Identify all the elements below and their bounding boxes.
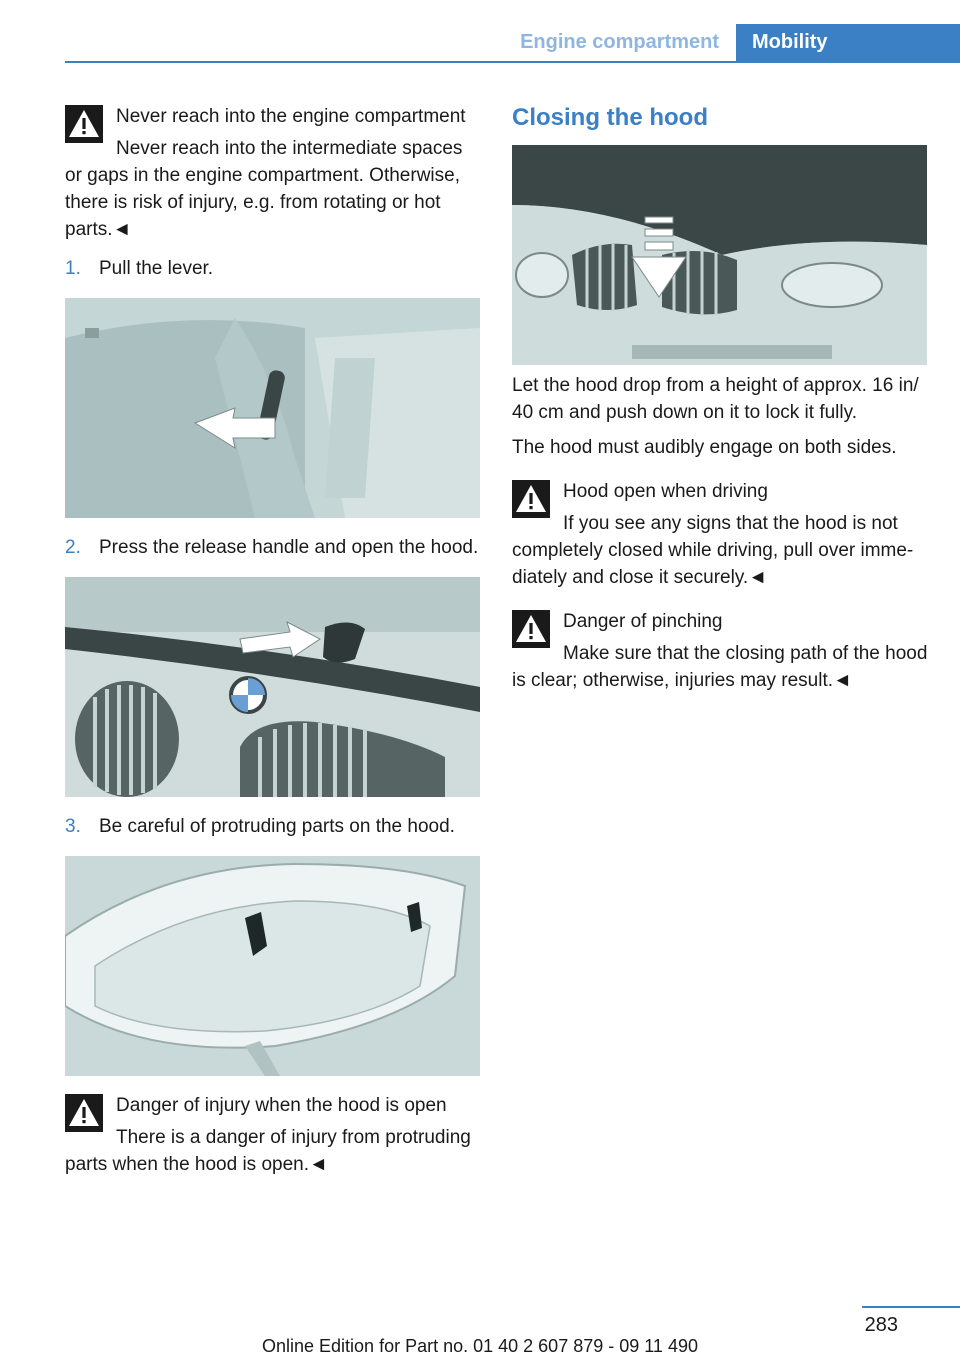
- step-number: 3.: [65, 816, 81, 837]
- lever-illustration: [65, 298, 480, 518]
- warning-title: Never reach into the engine compartment: [116, 106, 466, 127]
- warning-title: Danger of injury when the hood is open: [116, 1095, 447, 1116]
- figure-protruding-parts: [65, 856, 480, 1076]
- step-3: [65, 813, 481, 840]
- step-number: 2.: [65, 537, 81, 558]
- header-chapter-tab: Mobility: [736, 24, 960, 61]
- warning-triangle-icon: [65, 1094, 103, 1132]
- warning-hood-open-injury: [65, 1092, 481, 1178]
- step-number: 1.: [65, 258, 81, 279]
- figure-release-handle: [65, 577, 480, 797]
- warning-body: If you see any signs that the hood is not completely closed while driving, pull over imme‐ diately and close it securely.◄: [512, 513, 914, 588]
- left-column: [65, 103, 481, 1178]
- warning-body: Never reach into the intermediate spaces or gaps in the engine compartment. Otherwise, there is risk of injury, e.g. from rotating or hot parts.◄: [65, 138, 463, 240]
- step-text: Press the release handle and open the hood.: [99, 537, 479, 558]
- warning-triangle-icon: [512, 480, 550, 518]
- page-number: 283: [864, 1314, 898, 1336]
- header-section-title: Engine compartment: [520, 31, 719, 53]
- step-2: [65, 534, 481, 561]
- warning-triangle-icon: [512, 610, 550, 648]
- right-column: [512, 103, 928, 694]
- step-text: Be careful of protruding parts on the hood.: [99, 816, 455, 837]
- paragraph-engage: The hood must audibly engage on both sides.: [512, 437, 897, 458]
- warning-reach-engine: [65, 103, 481, 243]
- warning-hood-open-driving: [512, 478, 928, 591]
- header-rule: [65, 61, 960, 63]
- warning-triangle-icon: [65, 105, 103, 143]
- warning-body: Make sure that the closing path of the hood is clear; otherwise, injuries may result.◄: [512, 643, 928, 691]
- paragraph-drop-height: Let the hood drop from a height of approx. 16 in/ 40 cm and push down on it to lock it fully.: [512, 375, 919, 423]
- figure-closing-hood: [512, 145, 927, 365]
- hood-underside-illustration: [65, 856, 480, 1076]
- section-heading: Closing the hood: [512, 104, 708, 131]
- closing-hood-illustration: [512, 145, 927, 365]
- warning-title: Hood open when driving: [563, 481, 768, 502]
- step-text: Pull the lever.: [99, 258, 214, 279]
- page-number-rule: [862, 1306, 960, 1308]
- footer-edition: Online Edition for Part no. 01 40 2 607 879 - 09 11 490: [262, 1336, 698, 1356]
- warning-title: Danger of pinching: [563, 611, 723, 632]
- warning-pinching: [512, 608, 928, 694]
- step-1: [65, 255, 481, 282]
- warning-body: There is a danger of injury from protruding parts when the hood is open.◄: [65, 1127, 471, 1175]
- hood-release-illustration: [65, 577, 480, 797]
- figure-pull-lever: [65, 298, 480, 518]
